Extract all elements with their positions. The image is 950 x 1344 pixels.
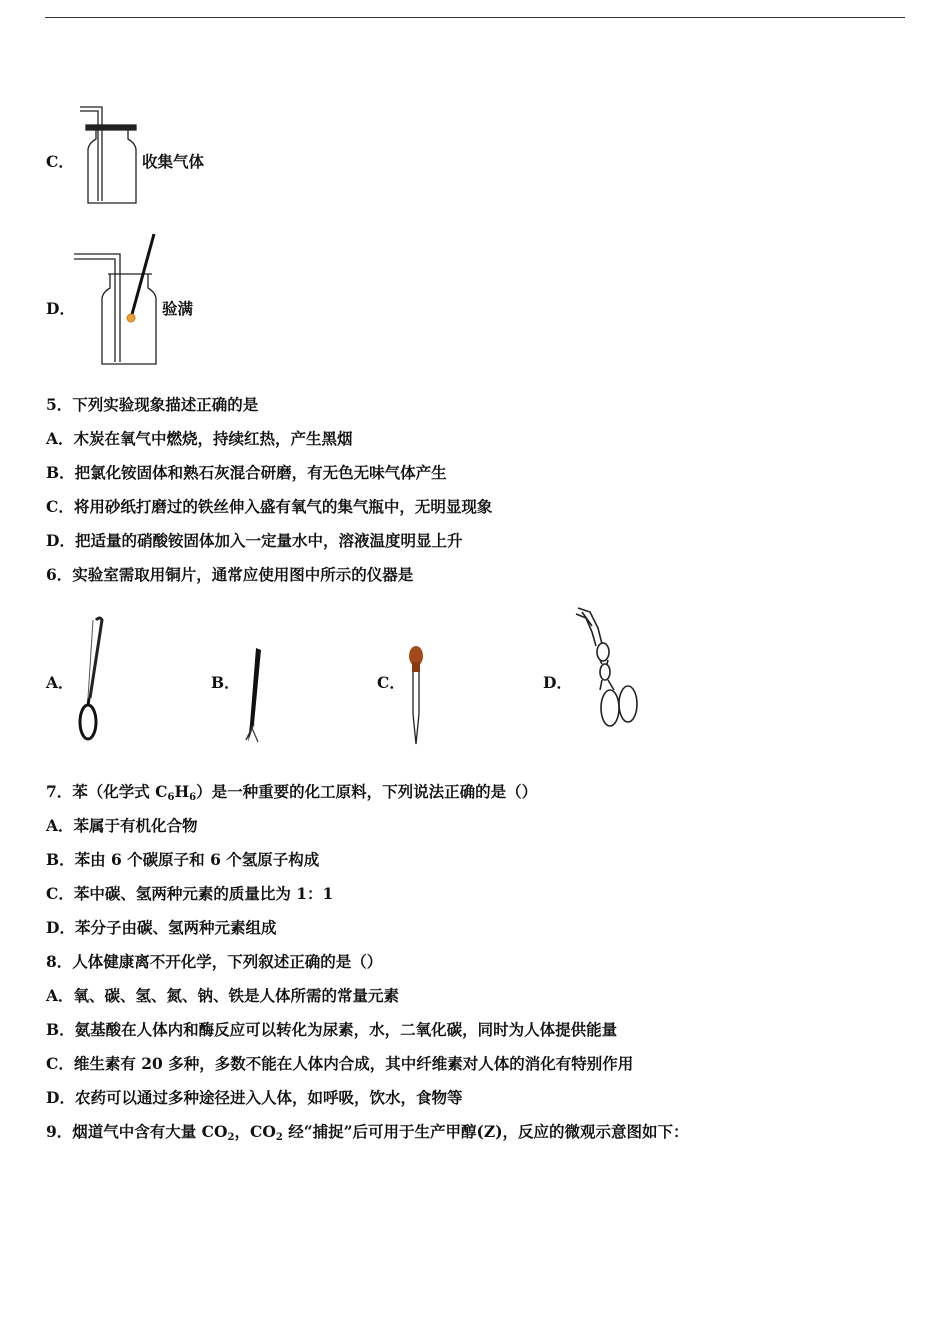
- header-rule: [45, 17, 905, 18]
- q8-option-b: B．氨基酸在人体内和酶反应可以转化为尿素，水，二氧化碳，同时为人体提供能量: [46, 1020, 618, 1039]
- gas-bottle-check-full-icon: [72, 232, 162, 370]
- question-6-stem: 6．实验室需取用铜片，通常应使用图中所示的仪器是: [46, 565, 414, 584]
- q7-subscript: 6: [189, 792, 197, 803]
- option-d-text: 验满: [162, 299, 194, 318]
- option-c-label: C．: [46, 152, 74, 171]
- dropper-icon: [404, 642, 428, 748]
- option-d-label: D．: [46, 299, 75, 318]
- q6-option-a-label: A．: [46, 673, 74, 692]
- q6-option-d-label: D．: [543, 673, 572, 692]
- q6-option-c-label: C．: [377, 673, 405, 692]
- question-8-stem: 8．人体健康离不开化学，下列叙述正确的是（）: [46, 952, 383, 971]
- q7-option-b: B．苯由 6 个碳原子和 6 个氢原子构成: [46, 850, 320, 869]
- q5-option-c: C．将用砂纸打磨过的铁丝伸入盛有氧气的集气瓶中，无明显现象: [46, 497, 493, 516]
- crucible-tongs-icon: [572, 604, 644, 732]
- q5-option-a: A．木炭在氧气中燃烧，持续红热，产生黑烟: [46, 429, 353, 448]
- q7-option-c: C．苯中碳、氢两种元素的质量比为 1：1: [46, 884, 334, 903]
- q7-option-d: D．苯分子由碳、氢两种元素组成: [46, 918, 277, 937]
- q5-option-b: B．把氯化铵固体和熟石灰混合研磨，有无色无味气体产生: [46, 463, 447, 482]
- q7-option-a: A．苯属于有机化合物: [46, 816, 198, 835]
- q7-stem-text: H: [174, 782, 190, 801]
- q7-subscript: 6: [167, 792, 175, 803]
- q8-option-d: D．农药可以通过多种途径进入人体，如呼吸，饮水，食物等: [46, 1088, 463, 1107]
- q9-stem-text: 9．烟道气中含有大量 CO: [46, 1122, 228, 1141]
- question-7-stem: [46, 782, 537, 808]
- gas-bottle-collect-icon: [76, 103, 140, 209]
- question-5-stem: 5．下列实验现象描述正确的是: [46, 395, 259, 414]
- question-9-stem: [46, 1122, 689, 1148]
- option-c-text: 收集气体: [142, 152, 205, 171]
- q9-stem-text: ，CO: [234, 1122, 276, 1141]
- q7-stem-text: ）是一种重要的化工原料，下列说法正确的是（）: [196, 782, 538, 801]
- q9-subscript: 2: [227, 1132, 235, 1143]
- q8-option-c: C．维生素有 20 多种，多数不能在人体内合成，其中纤维素对人体的消化有特别作用: [46, 1054, 634, 1073]
- q8-option-a: A．氧、碳、氢、氮、钠、铁是人体所需的常量元素: [46, 986, 400, 1005]
- tweezers-icon: [238, 644, 270, 748]
- q7-stem-text: 7．苯（化学式 C: [46, 782, 168, 801]
- q9-subscript: 2: [275, 1132, 283, 1143]
- q9-stem-text: 经“捕捉”后可用于生产甲醇(Z)，反应的微观示意图如下：: [282, 1122, 689, 1141]
- q5-option-d: D．把适量的硝酸铵固体加入一定量水中，溶液温度明显上升: [46, 531, 463, 550]
- q6-option-b-label: B．: [211, 673, 240, 692]
- medicine-spoon-icon: [76, 614, 108, 744]
